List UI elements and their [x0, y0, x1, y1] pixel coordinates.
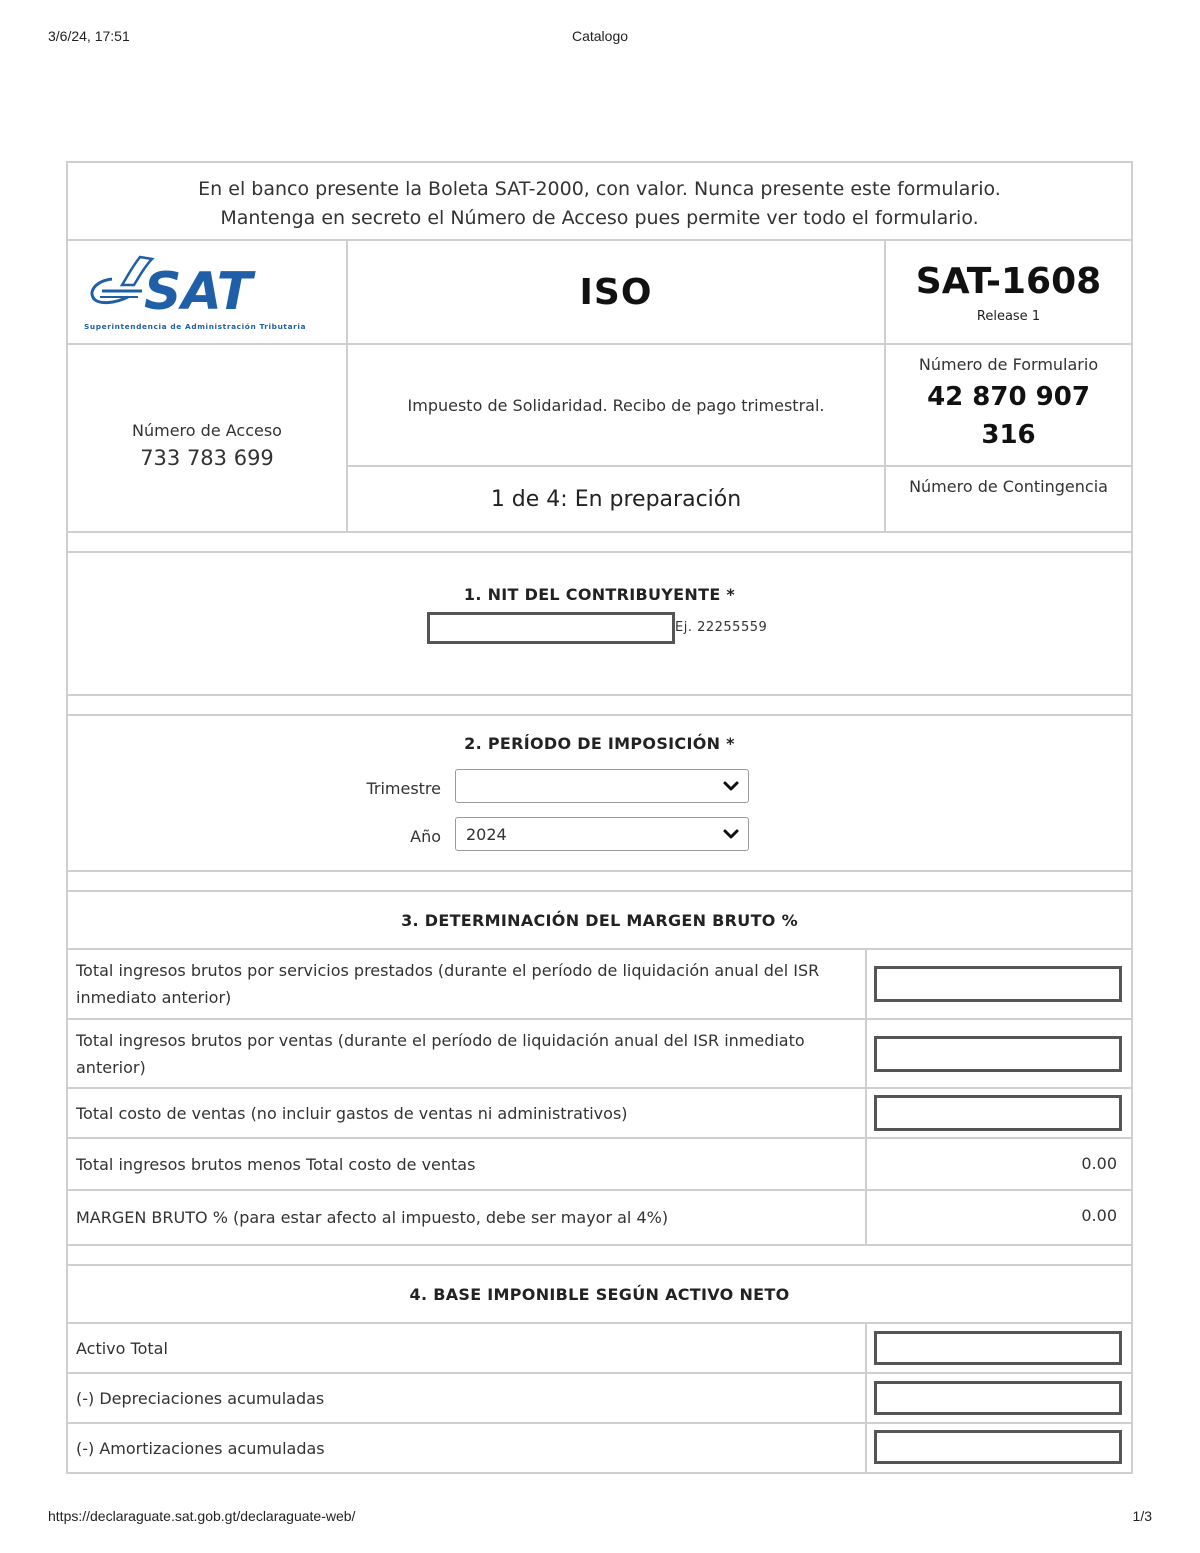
- nit-row: [68, 610, 1131, 650]
- form-code-block: [886, 241, 1131, 345]
- section-margen-bruto: [68, 892, 1131, 1246]
- section-margen-bruto-header: [68, 892, 1131, 950]
- anio-row: [68, 811, 1131, 859]
- row-value: [867, 1324, 1131, 1372]
- print-datetime: 3/6/24, 17:51: [48, 28, 130, 44]
- section-divider: [68, 1246, 1131, 1266]
- depreciaciones-input[interactable]: [874, 1381, 1122, 1415]
- print-footer: [48, 1508, 1152, 1528]
- sat-form: [66, 161, 1133, 1474]
- access-number-block: [68, 345, 348, 531]
- trimestre-select[interactable]: [455, 769, 749, 803]
- row-value: [867, 950, 1131, 1018]
- chevron-down-icon: [722, 825, 740, 843]
- row-label: (-) Depreciaciones acumuladas: [68, 1374, 867, 1422]
- table-row: [68, 1020, 1131, 1089]
- section-periodo: [68, 716, 1131, 872]
- print-page-title: Catalogo: [571, 28, 629, 44]
- form-number-line-1: 42 870 907: [927, 382, 1090, 412]
- contingency-number-label: Número de Contingencia: [909, 477, 1108, 496]
- nit-example-hint: Ej. 22255559: [675, 620, 768, 635]
- section-divider: [68, 872, 1131, 892]
- release-label: Release 1: [976, 309, 1041, 324]
- anio-selected-value: 2024: [466, 825, 507, 844]
- svg-text:SAT: SAT: [144, 262, 253, 322]
- print-header: [48, 28, 1152, 48]
- section-activo-neto: [68, 1266, 1131, 1472]
- margen-bruto-value: 0.00: [1081, 1206, 1117, 1225]
- row-value: [867, 1374, 1131, 1422]
- form-header: [68, 241, 1131, 533]
- section-activo-neto-header: [68, 1266, 1131, 1324]
- print-url: https://declaraguate.sat.gob.gt/declaraguate-web/: [48, 1508, 356, 1524]
- form-number-block: [886, 345, 1131, 467]
- trimestre-row: [68, 763, 1131, 811]
- amortizaciones-input[interactable]: [874, 1430, 1122, 1464]
- table-row: [68, 1191, 1131, 1244]
- table-row: [68, 1139, 1131, 1191]
- ingresos-menos-costo-value: 0.00: [1081, 1154, 1117, 1173]
- chevron-down-icon: [722, 777, 740, 795]
- section-nit-title: 1. NIT DEL CONTRIBUYENTE *: [463, 585, 736, 604]
- form-description: Impuesto de Solidaridad. Recibo de pago trimestral.: [348, 345, 886, 467]
- notice-line-2: Mantenga en secreto el Número de Acceso pues permite ver todo el formulario.: [220, 207, 979, 229]
- section-activo-neto-title: 4. BASE IMPONIBLE SEGÚN ACTIVO NETO: [409, 1284, 790, 1304]
- notice-line-1: En el banco presente la Boleta SAT-2000, con valor. Nunca presente este formulario.: [198, 178, 1001, 200]
- sat-logo: [68, 241, 348, 345]
- anio-label: Año: [410, 827, 441, 846]
- activo-total-input[interactable]: [874, 1331, 1122, 1365]
- row-label: MARGEN BRUTO % (para estar afecto al impuesto, debe ser mayor al 4%): [68, 1191, 867, 1244]
- table-row: [68, 1424, 1131, 1472]
- svg-text:Superintendencia de Administra: Superintendencia de Administración Tributaria: [84, 322, 307, 331]
- nit-input[interactable]: [427, 612, 675, 644]
- row-value: [867, 1139, 1131, 1189]
- notice-banner: [68, 163, 1131, 241]
- print-page-number: 1/3: [1132, 1508, 1152, 1524]
- anio-select[interactable]: [455, 817, 749, 851]
- trimestre-label: Trimestre: [366, 779, 441, 798]
- table-row: [68, 1324, 1131, 1374]
- form-number-label: Número de Formulario: [918, 355, 1099, 374]
- row-label: Total ingresos brutos por servicios prestados (durante el período de liquidación anual del ISR inmediato anterior): [68, 950, 867, 1018]
- costo-ventas-input[interactable]: [874, 1095, 1122, 1131]
- section-divider: [68, 696, 1131, 716]
- row-value: [867, 1191, 1131, 1244]
- table-row: [68, 1374, 1131, 1424]
- table-row: [68, 950, 1131, 1020]
- form-status: 1 de 4: En preparación: [348, 467, 886, 531]
- section-nit: [68, 553, 1131, 696]
- row-value: [867, 1020, 1131, 1087]
- row-label: Total costo de ventas (no incluir gastos de ventas ni administrativos): [68, 1089, 867, 1137]
- row-value: [867, 1089, 1131, 1137]
- row-value: [867, 1424, 1131, 1472]
- row-label: Total ingresos brutos por ventas (durante el período de liquidación anual del ISR inmediato anterior): [68, 1020, 867, 1087]
- row-label: Activo Total: [68, 1324, 867, 1372]
- sat-logo-icon: [82, 247, 332, 337]
- servicios-input[interactable]: [874, 966, 1122, 1002]
- table-row: [68, 1089, 1131, 1139]
- form-number-line-2: 316: [981, 420, 1036, 450]
- section-divider: [68, 533, 1131, 553]
- access-number-label: Número de Acceso: [132, 420, 282, 440]
- tax-name: ISO: [348, 241, 886, 345]
- section-periodo-title: 2. PERÍODO DE IMPOSICIÓN *: [464, 734, 735, 753]
- section-margen-bruto-title: 3. DETERMINACIÓN DEL MARGEN BRUTO %: [401, 910, 798, 930]
- form-number: [886, 378, 1131, 454]
- row-label: (-) Amortizaciones acumuladas: [68, 1424, 867, 1472]
- ventas-input[interactable]: [874, 1036, 1122, 1072]
- access-number: 733 783 699: [140, 445, 274, 470]
- row-label: Total ingresos brutos menos Total costo de ventas: [68, 1139, 867, 1189]
- form-code: SAT-1608: [915, 261, 1102, 302]
